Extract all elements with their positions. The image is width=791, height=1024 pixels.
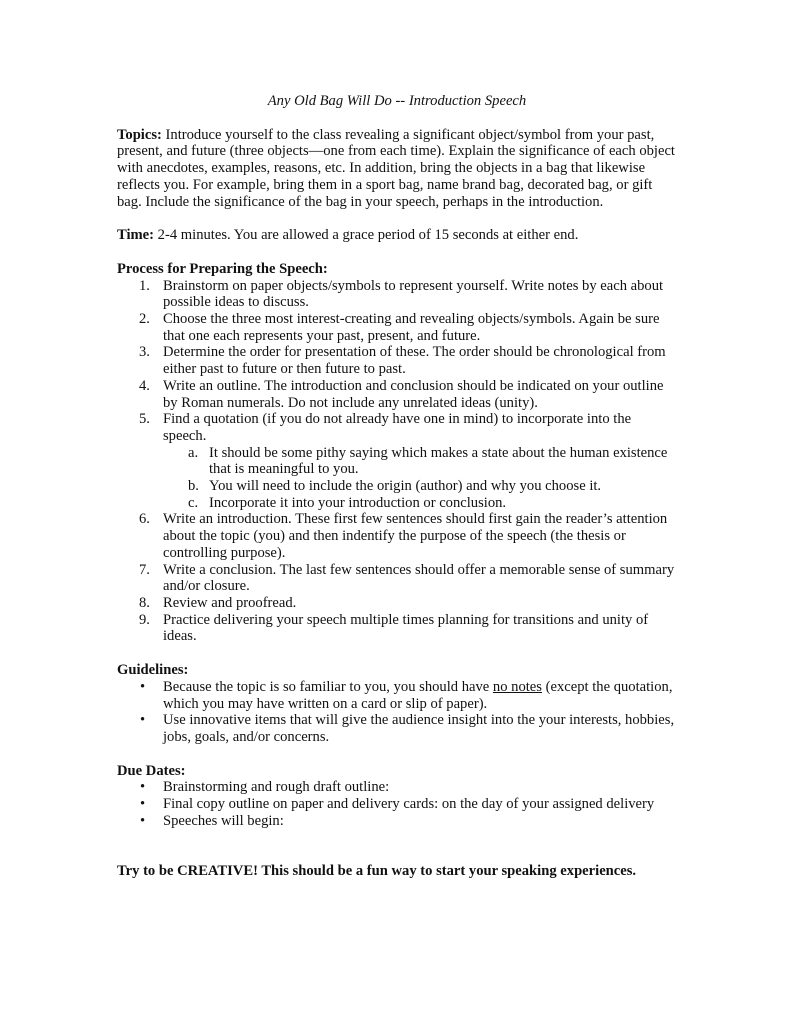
process-section (117, 261, 677, 645)
time-text: 2-4 minutes. You are allowed a grace period of 15 seconds at either end. (154, 227, 579, 244)
bullet-icon: • (140, 712, 146, 729)
substep-text: It should be some pithy saying which makes a state about the human existence that is meaningful to you. (209, 444, 668, 478)
list-item (117, 813, 677, 830)
due-dates-heading: Due Dates: (117, 762, 186, 779)
step-number: 7. (139, 561, 150, 578)
step-text: Choose the three most interest-creating and revealing objects/symbols. Again be sure that one each represents your past, present, and future. (163, 311, 660, 344)
process-steps (117, 278, 677, 645)
bullet-icon: • (140, 678, 146, 695)
list-item (117, 595, 677, 612)
step-text: Brainstorm on paper objects/symbols to represent yourself. Write notes by each about possible ideas to discuss. (163, 277, 664, 311)
list-item (163, 495, 677, 512)
substep-letter: a. (188, 444, 199, 461)
list-item (117, 378, 677, 411)
step-number: 9. (139, 611, 150, 628)
step-number: 2. (139, 311, 150, 328)
list-item (117, 562, 677, 595)
list-item (117, 344, 677, 377)
list-item (163, 445, 677, 478)
due-date-text: Speeches will begin: (163, 812, 284, 829)
step-text: Write an introduction. These first few sentences should first gain the reader’s attention about the topic (you) and then indentify the purpose of the speech (the thesis or controlling purpose). (163, 511, 668, 561)
list-item (117, 311, 677, 344)
step-number: 8. (139, 594, 150, 611)
topics-paragraph (117, 127, 677, 211)
step-text: Find a quotation (if you do not already have one in mind) to incorporate into the speech. (163, 411, 632, 444)
bullet-icon: • (140, 779, 146, 796)
due-date-text: Brainstorming and rough draft outline: (163, 779, 390, 796)
list-item (117, 779, 677, 796)
step-number: 5. (139, 411, 150, 428)
guidelines-heading: Guidelines: (117, 662, 189, 679)
step-text: Review and proofread. (163, 594, 297, 611)
due-date-text: Final copy outline on paper and delivery cards: on the day of your assigned delivery (163, 796, 655, 813)
guidelines-list (117, 679, 677, 746)
no-notes-emphasis: no notes (492, 678, 542, 695)
list-item (117, 796, 677, 813)
list-item (117, 511, 677, 561)
step-number: 1. (139, 277, 150, 294)
bullet-icon: • (140, 812, 146, 829)
list-item (117, 712, 677, 745)
topics-label: Topics: (117, 126, 162, 143)
list-item (163, 478, 677, 495)
substep-letter: c. (188, 494, 199, 511)
step-number: 6. (139, 511, 150, 528)
due-dates-section (117, 763, 677, 830)
guidelines-section (117, 662, 677, 746)
process-heading: Process for Preparing the Speech: (117, 260, 328, 277)
step-text: Practice delivering your speech multiple times planning for transitions and unity of ideas. (163, 611, 649, 645)
substep-text: You will need to include the origin (author) and why you choose it. (209, 478, 602, 495)
substep-text: Incorporate it into your introduction or conclusion. (209, 494, 507, 511)
list-item (117, 278, 677, 311)
due-dates-list (117, 779, 677, 829)
topics-text: Introduce yourself to the class revealing a significant object/symbol from your past, present, and future (three objects—one from each time). Explain the significance of each object with anecdotes, examples, reasons, etc. In addition, bring the objects in a bag that likewise reflects you. For example, bring them in a sport bag, name brand bag, decorated bag, or gift bag. Include the significance of the bag in your speech, perhaps in the introduction. (117, 126, 675, 210)
step-number: 4. (139, 377, 150, 394)
guideline-text: Use innovative items that will give the audience insight into the your interests, hobbies, jobs, goals, and/or concerns. (163, 712, 675, 745)
closing-statement: Try to be CREATIVE! This should be a fun way to start your speaking experiences. (117, 863, 637, 880)
bullet-icon: • (140, 796, 146, 813)
step-text: Write an outline. The introduction and conclusion should be indicated on your outline by Roman numerals. Do not include any unrelated ideas (unity). (163, 377, 664, 411)
time-paragraph (117, 227, 677, 244)
guideline-text-before: Because the topic is so familiar to you, you should have (163, 678, 493, 695)
quotation-substeps (163, 445, 677, 512)
step-text: Write a conclusion. The last few sentences should offer a memorable sense of summary and/or closure. (163, 561, 675, 595)
list-item (117, 612, 677, 645)
list-item (117, 411, 677, 511)
time-label: Time: (117, 227, 155, 244)
step-text: Determine the order for presentation of these. The order should be chronological from either past to future or then future to past. (163, 344, 666, 378)
list-item (117, 679, 677, 712)
guideline-text-after: (except the quotation, which you may have written on a card or slip of paper). (163, 678, 673, 712)
step-number: 3. (139, 344, 150, 361)
document-title: Any Old Bag Will Do -- Introduction Speech (267, 93, 527, 109)
document-page (117, 93, 677, 880)
substep-letter: b. (188, 478, 199, 495)
